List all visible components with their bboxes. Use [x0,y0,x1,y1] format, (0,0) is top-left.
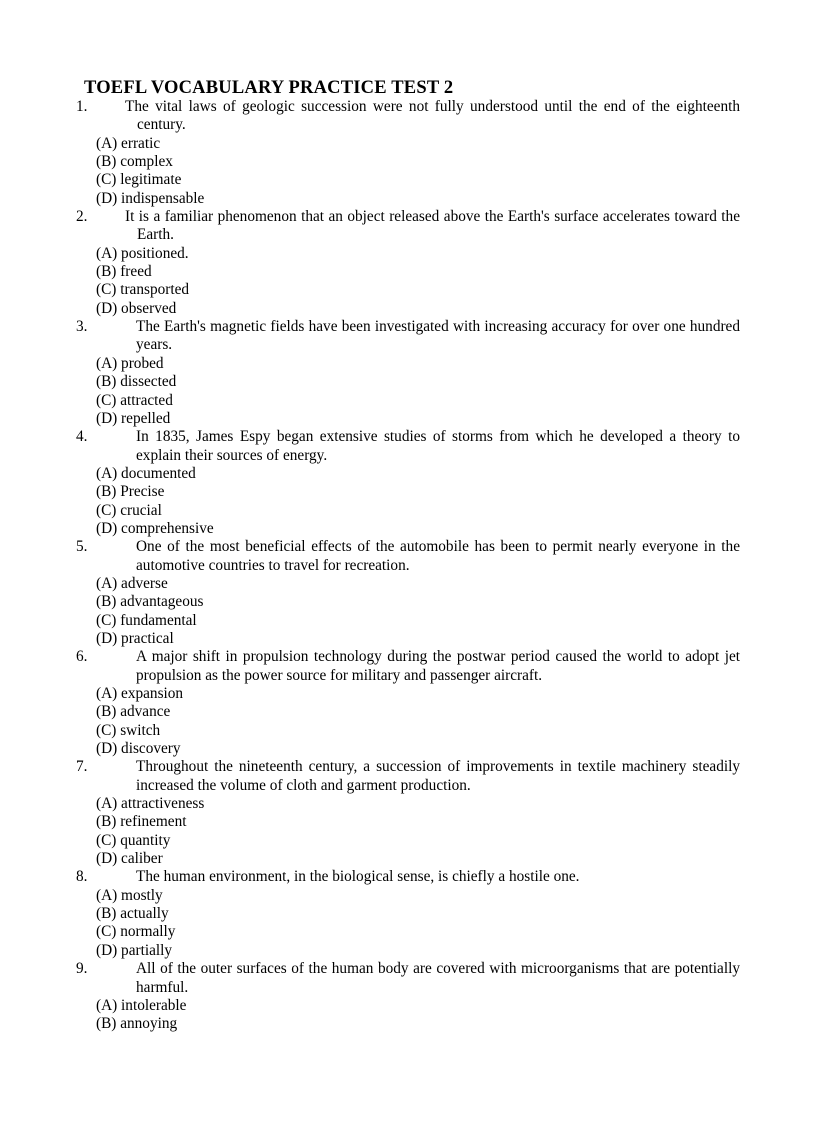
question-number: 2. [76,208,88,226]
question-4 [76,428,740,538]
option-list [76,795,740,868]
option-d[interactable]: (D) indispensable [96,189,205,207]
option-b[interactable]: (B) complex [96,153,173,171]
option-list [76,887,740,960]
option-list [76,245,740,318]
question-number: 4. [76,428,88,446]
question-number: 6. [76,648,88,666]
option-b[interactable]: (B) annoying [96,1015,178,1033]
option-b[interactable]: (B) freed [96,263,152,281]
option-a[interactable]: (A) adverse [96,574,168,592]
question-7 [76,758,740,868]
option-d[interactable]: (D) partially [96,941,173,959]
question-text: One of the most beneficial effects of the automobile has been to permit nearly everyone in the automotive countries to travel for recreation. [136,538,740,574]
option-d[interactable]: (D) practical [96,629,174,647]
question-text: The Earth's magnetic fields have been investigated with increasing accuracy for over one hundred years. [136,318,740,354]
option-c[interactable]: (C) attracted [96,391,173,409]
option-c[interactable]: (C) fundamental [96,611,197,629]
option-c[interactable]: (C) transported [96,281,190,299]
option-d[interactable]: (D) repelled [96,409,171,427]
question-5 [76,538,740,648]
option-a[interactable]: (A) positioned. [96,244,189,262]
question-number: 3. [76,318,88,336]
option-a[interactable]: (A) intolerable [96,996,187,1014]
option-c[interactable]: (C) normally [96,923,176,941]
option-b[interactable]: (B) advantageous [96,593,204,611]
option-a[interactable]: (A) expansion [96,685,184,702]
option-b[interactable]: (B) actually [96,905,169,923]
option-b[interactable]: (B) advance [96,703,171,721]
question-9 [76,960,740,1033]
option-a[interactable]: (A) documented [96,464,196,482]
option-list [76,135,740,208]
option-d[interactable]: (D) observed [96,299,177,317]
question-number: 1. [76,98,88,115]
question-6 [76,648,740,758]
option-list [76,355,740,428]
option-c[interactable]: (C) crucial [96,501,162,519]
question-text: All of the outer surfaces of the human body are covered with microorganisms that are potentially harmful. [136,960,740,996]
option-a[interactable]: (A) attractiveness [96,795,205,813]
question-number: 8. [76,868,88,886]
option-a[interactable]: (A) probed [96,354,164,372]
question-2 [76,208,740,318]
question-8 [76,868,740,960]
option-d[interactable]: (D) discovery [96,740,181,758]
question-text: The vital laws of geologic succession were not fully understood until the end of the eighteenth century. [125,98,740,134]
option-a[interactable]: (A) mostly [96,886,163,904]
option-list [76,465,740,538]
option-d[interactable]: (D) comprehensive [96,519,214,537]
option-list [76,575,740,648]
question-text: It is a familiar phenomenon that an object released above the Earth's surface accelerates toward the Earth. [125,208,740,244]
option-a[interactable]: (A) erratic [96,134,161,152]
option-list [76,997,740,1034]
question-number: 5. [76,538,88,556]
question-text: Throughout the nineteenth century, a succession of improvements in textile machinery steadily increased the volume of cloth and garment production. [136,758,740,794]
question-number: 7. [76,758,88,776]
question-text: In 1835, James Espy began extensive studies of storms from which he developed a theory to explain their sources of energy. [136,428,740,464]
option-b[interactable]: (B) Precise [96,483,165,501]
option-b[interactable]: (B) refinement [96,813,187,831]
page-title: TOEFL VOCABULARY PRACTICE TEST 2 [84,78,454,98]
question-3 [76,318,740,428]
question-1 [76,98,740,208]
question-number: 9. [76,960,88,978]
option-c[interactable]: (C) quantity [96,831,171,849]
question-text: A major shift in propulsion technology during the postwar period caused the world to adopt jet propulsion as the power source for military and passenger aircraft. [136,648,740,684]
option-list [76,685,740,758]
question-text: The human environment, in the biological sense, is chiefly a hostile one. [136,868,580,886]
question-list [76,98,740,1034]
option-d[interactable]: (D) caliber [96,850,163,868]
option-c[interactable]: (C) switch [96,721,161,739]
option-b[interactable]: (B) dissected [96,373,177,391]
option-c[interactable]: (C) legitimate [96,171,182,189]
